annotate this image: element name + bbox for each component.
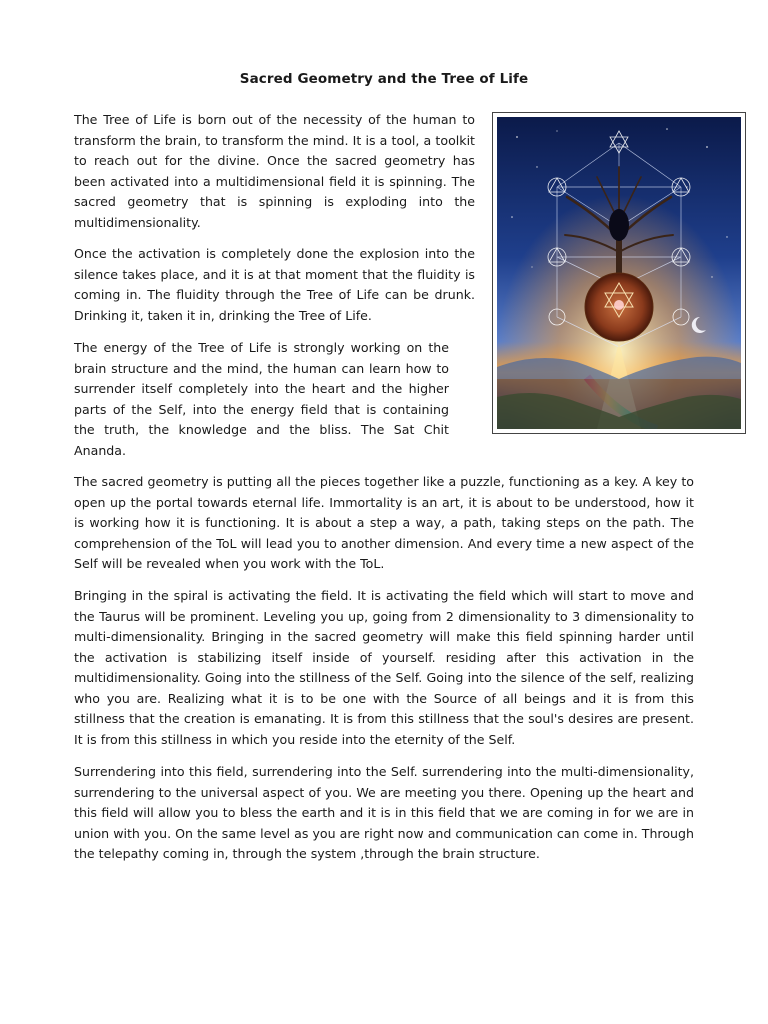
paragraph-5: Bringing in the spiral is activating the field. It is activating the field which will start to move and the Taurus will be prominent. Leveling you up, going from 2 dimensionality to 3 dimensionality to multi-dimensionality. Bringing in the sacred geometry will make this field spinning harder until the activation is stabilizing itself inside of yourself. residing after this activation in the multidimensionality. Going into the stillness of the Self. Going into the silence of the self, realizing who you are. Realizing what it is to be one with the Source of all beings and it is from this stillness that the creation is emanating. It is from this stillness that the soul's desires are present. It is from this stillness in which you reside into the eternity of the Self.	[74, 588, 694, 747]
paragraph-3: The energy of the Tree of Life is strongly working on the brain structure and the mind, the human can learn how to surrender itself completely into the heart and the higher parts of the Self, into the energy field that is containing the truth, the knowledge and the bliss. The Sat Chit Ananda.	[74, 340, 449, 458]
tree-of-life-artwork	[497, 117, 741, 429]
document-title: Sacred Geometry and the Tree of Life	[239, 71, 529, 87]
paragraph-6: Surrendering into this field, surrendering into the Self. surrendering into the multi-dimensionality, surrendering to the universal aspect of you. We are meeting you there. Opening up the heart and this field will allow you to bless the earth and it is in this field that we are coming in for we are in union with you. On the same level as you are right now and communication can come in. Through the telepathy coming in, through the system ,through the brain structure.	[74, 764, 694, 861]
tree-of-life-illustration	[492, 112, 746, 434]
paragraph-1: The Tree of Life is born out of the necessity of the human to transform the brain, to transform the mind. It is a tool, a toolkit to reach out for the divine. Once the sacred geometry has been activated into a multidimensional field it is spinning. The sacred geometry that is spinning is exploding into the multidimensionality.	[74, 112, 475, 230]
paragraph-2: Once the activation is completely done the explosion into the silence takes place, and it is at that moment that the fluidity is coming in. The fluidity through the Tree of Life can be drunk. Drinking it, taken it in, drinking the Tree of Life.	[74, 246, 475, 323]
paragraph-4: The sacred geometry is putting all the pieces together like a puzzle, functioning as a key. A key to open up the portal towards eternal life. Immortality is an art, it is about to be understood, how it is working how it is functioning. It is about a step a way, a path, taking steps on the path. The comprehension of the ToL will lead you to another dimension. And every time a new aspect of the Self will be revealed when you work with the ToL.	[74, 474, 694, 571]
